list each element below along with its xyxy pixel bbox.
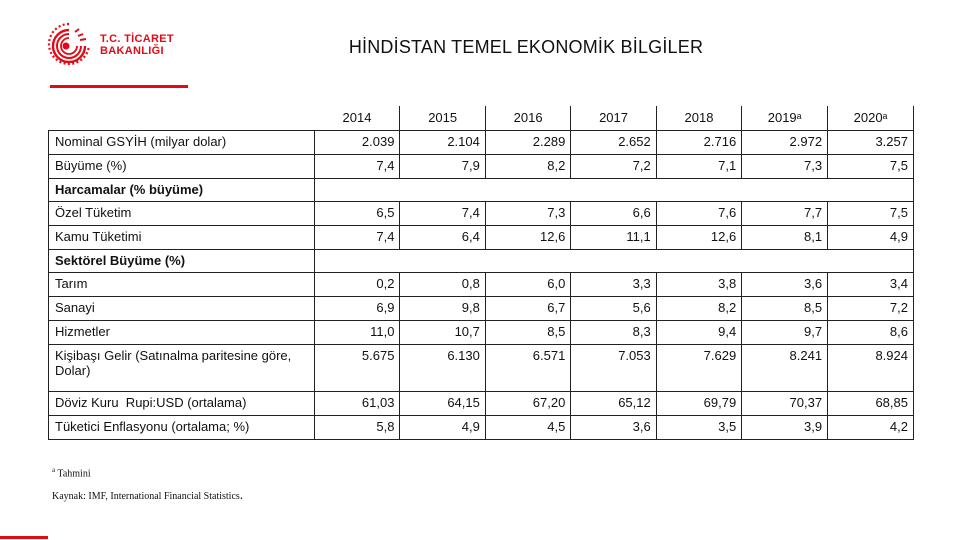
cell-value: 6.130 [400,344,485,391]
source-text: Kaynak: IMF, International Financial Statistics [52,491,240,502]
row-label: Kamu Tüketimi [49,225,315,249]
section-row [49,178,914,201]
year-header: 2019ᵃ [742,106,828,130]
source-note [52,488,243,504]
cell-value: 6.571 [485,344,570,391]
cell-value: 65,12 [571,391,656,415]
table-row [49,320,914,344]
cell-value: 7.053 [571,344,656,391]
cell-value: 7,6 [656,201,741,225]
cell-value: 8.924 [828,344,914,391]
row-label: Tarım [49,272,315,296]
cell-value: 8,2 [656,296,741,320]
cell-value: 2.972 [742,130,828,154]
cell-value: 68,85 [828,391,914,415]
cell-value: 2.039 [315,130,400,154]
cell-value: 3,3 [571,272,656,296]
cell-value: 8,2 [485,154,570,178]
section-heading: Sektörel Büyüme (%) [49,249,315,272]
empty-cell [742,178,828,201]
cell-value: 3,5 [656,415,741,439]
cell-value: 6,9 [315,296,400,320]
cell-value: 64,15 [400,391,485,415]
cell-value: 9,8 [400,296,485,320]
brand-line-2: BAKANLIĞI [100,45,164,57]
cell-value: 4,9 [828,225,914,249]
cell-value: 3,6 [742,272,828,296]
row-label: Kişibaşı Gelir (Satınalma paritesine göre, Dolar) [49,344,315,391]
empty-cell [656,249,741,272]
corner-accent-line [0,536,48,539]
empty-cell [828,249,914,272]
cell-value: 5,8 [315,415,400,439]
table-row [49,154,914,178]
cell-value: 69,79 [656,391,741,415]
cell-value: 12,6 [656,225,741,249]
table-row [49,272,914,296]
table-row [49,296,914,320]
empty-cell [571,178,656,201]
cell-value: 4,9 [400,415,485,439]
row-label: Nominal GSYİH (milyar dolar) [49,130,315,154]
footnote [52,466,91,479]
table-header-row [49,106,914,130]
cell-value: 6,0 [485,272,570,296]
cell-value: 7,4 [400,201,485,225]
empty-cell [571,249,656,272]
empty-cell [315,178,400,201]
cell-value: 70,37 [742,391,828,415]
page-title: HİNDİSTAN TEMEL EKONOMİK BİLGİLER [348,37,704,57]
footnote-text: Tahmini [55,468,91,480]
brand-line-1: T.C. TİCARET [100,33,174,45]
empty-cell [828,178,914,201]
cell-value: 7,3 [485,201,570,225]
row-label: Döviz Kuru Rupi:USD (ortalama) [49,391,315,415]
cell-value: 4,2 [828,415,914,439]
cell-value: 11,1 [571,225,656,249]
cell-value: 7,5 [828,154,914,178]
footnote-mark: a [52,466,56,474]
cell-value: 0,2 [315,272,400,296]
cell-value: 6,4 [400,225,485,249]
empty-cell [485,249,570,272]
empty-cell [656,178,741,201]
cell-value: 6,7 [485,296,570,320]
cell-value: 3.257 [828,130,914,154]
cell-value: 7.629 [656,344,741,391]
table-row [49,391,914,415]
cell-value: 3,8 [656,272,741,296]
header-blank [49,106,315,130]
cell-value: 6,6 [571,201,656,225]
cell-value: 9,7 [742,320,828,344]
cell-value: 8.241 [742,344,828,391]
cell-value: 7,7 [742,201,828,225]
table-row [49,344,914,391]
row-label: Özel Tüketim [49,201,315,225]
table-row [49,201,914,225]
empty-cell [742,249,828,272]
empty-cell [315,249,400,272]
logo-underline [50,85,188,88]
cell-value: 2.716 [656,130,741,154]
cell-value: 2.104 [400,130,485,154]
cell-value: 3,6 [571,415,656,439]
row-label: Hizmetler [49,320,315,344]
cell-value: 5.675 [315,344,400,391]
cell-value: 5,6 [571,296,656,320]
economic-data-table [48,106,914,440]
cell-value: 9,4 [656,320,741,344]
row-label: Büyüme (%) [49,154,315,178]
cell-value: 4,5 [485,415,570,439]
cell-value: 8,5 [485,320,570,344]
table-row [49,130,914,154]
year-header: 2018 [656,106,741,130]
cell-value: 2.652 [571,130,656,154]
section-row [49,249,914,272]
empty-cell [400,178,485,201]
cell-value: 7,5 [828,201,914,225]
year-header: 2017 [571,106,656,130]
section-heading: Harcamalar (% büyüme) [49,178,315,201]
row-label: Sanayi [49,296,315,320]
cell-value: 0,8 [400,272,485,296]
empty-cell [400,249,485,272]
cell-value: 7,4 [315,225,400,249]
cell-value: 10,7 [400,320,485,344]
year-header: 2016 [485,106,570,130]
year-header: 2020ᵃ [828,106,914,130]
cell-value: 3,4 [828,272,914,296]
empty-cell [485,178,570,201]
cell-value: 12,6 [485,225,570,249]
cell-value: 7,1 [656,154,741,178]
cell-value: 3,9 [742,415,828,439]
year-header: 2014 [315,106,400,130]
cell-value: 67,20 [485,391,570,415]
cell-value: 7,2 [828,296,914,320]
cell-value: 7,4 [315,154,400,178]
source-dot: . [239,488,244,503]
row-label: Tüketici Enflasyonu (ortalama; %) [49,415,315,439]
cell-value: 8,1 [742,225,828,249]
year-header: 2015 [400,106,485,130]
cell-value: 2.289 [485,130,570,154]
cell-value: 7,3 [742,154,828,178]
cell-value: 11,0 [315,320,400,344]
cell-value: 7,2 [571,154,656,178]
cell-value: 8,6 [828,320,914,344]
table-row [49,225,914,249]
cell-value: 6,5 [315,201,400,225]
table-row [49,415,914,439]
cell-value: 7,9 [400,154,485,178]
cell-value: 61,03 [315,391,400,415]
cell-value: 8,5 [742,296,828,320]
cell-value: 8,3 [571,320,656,344]
